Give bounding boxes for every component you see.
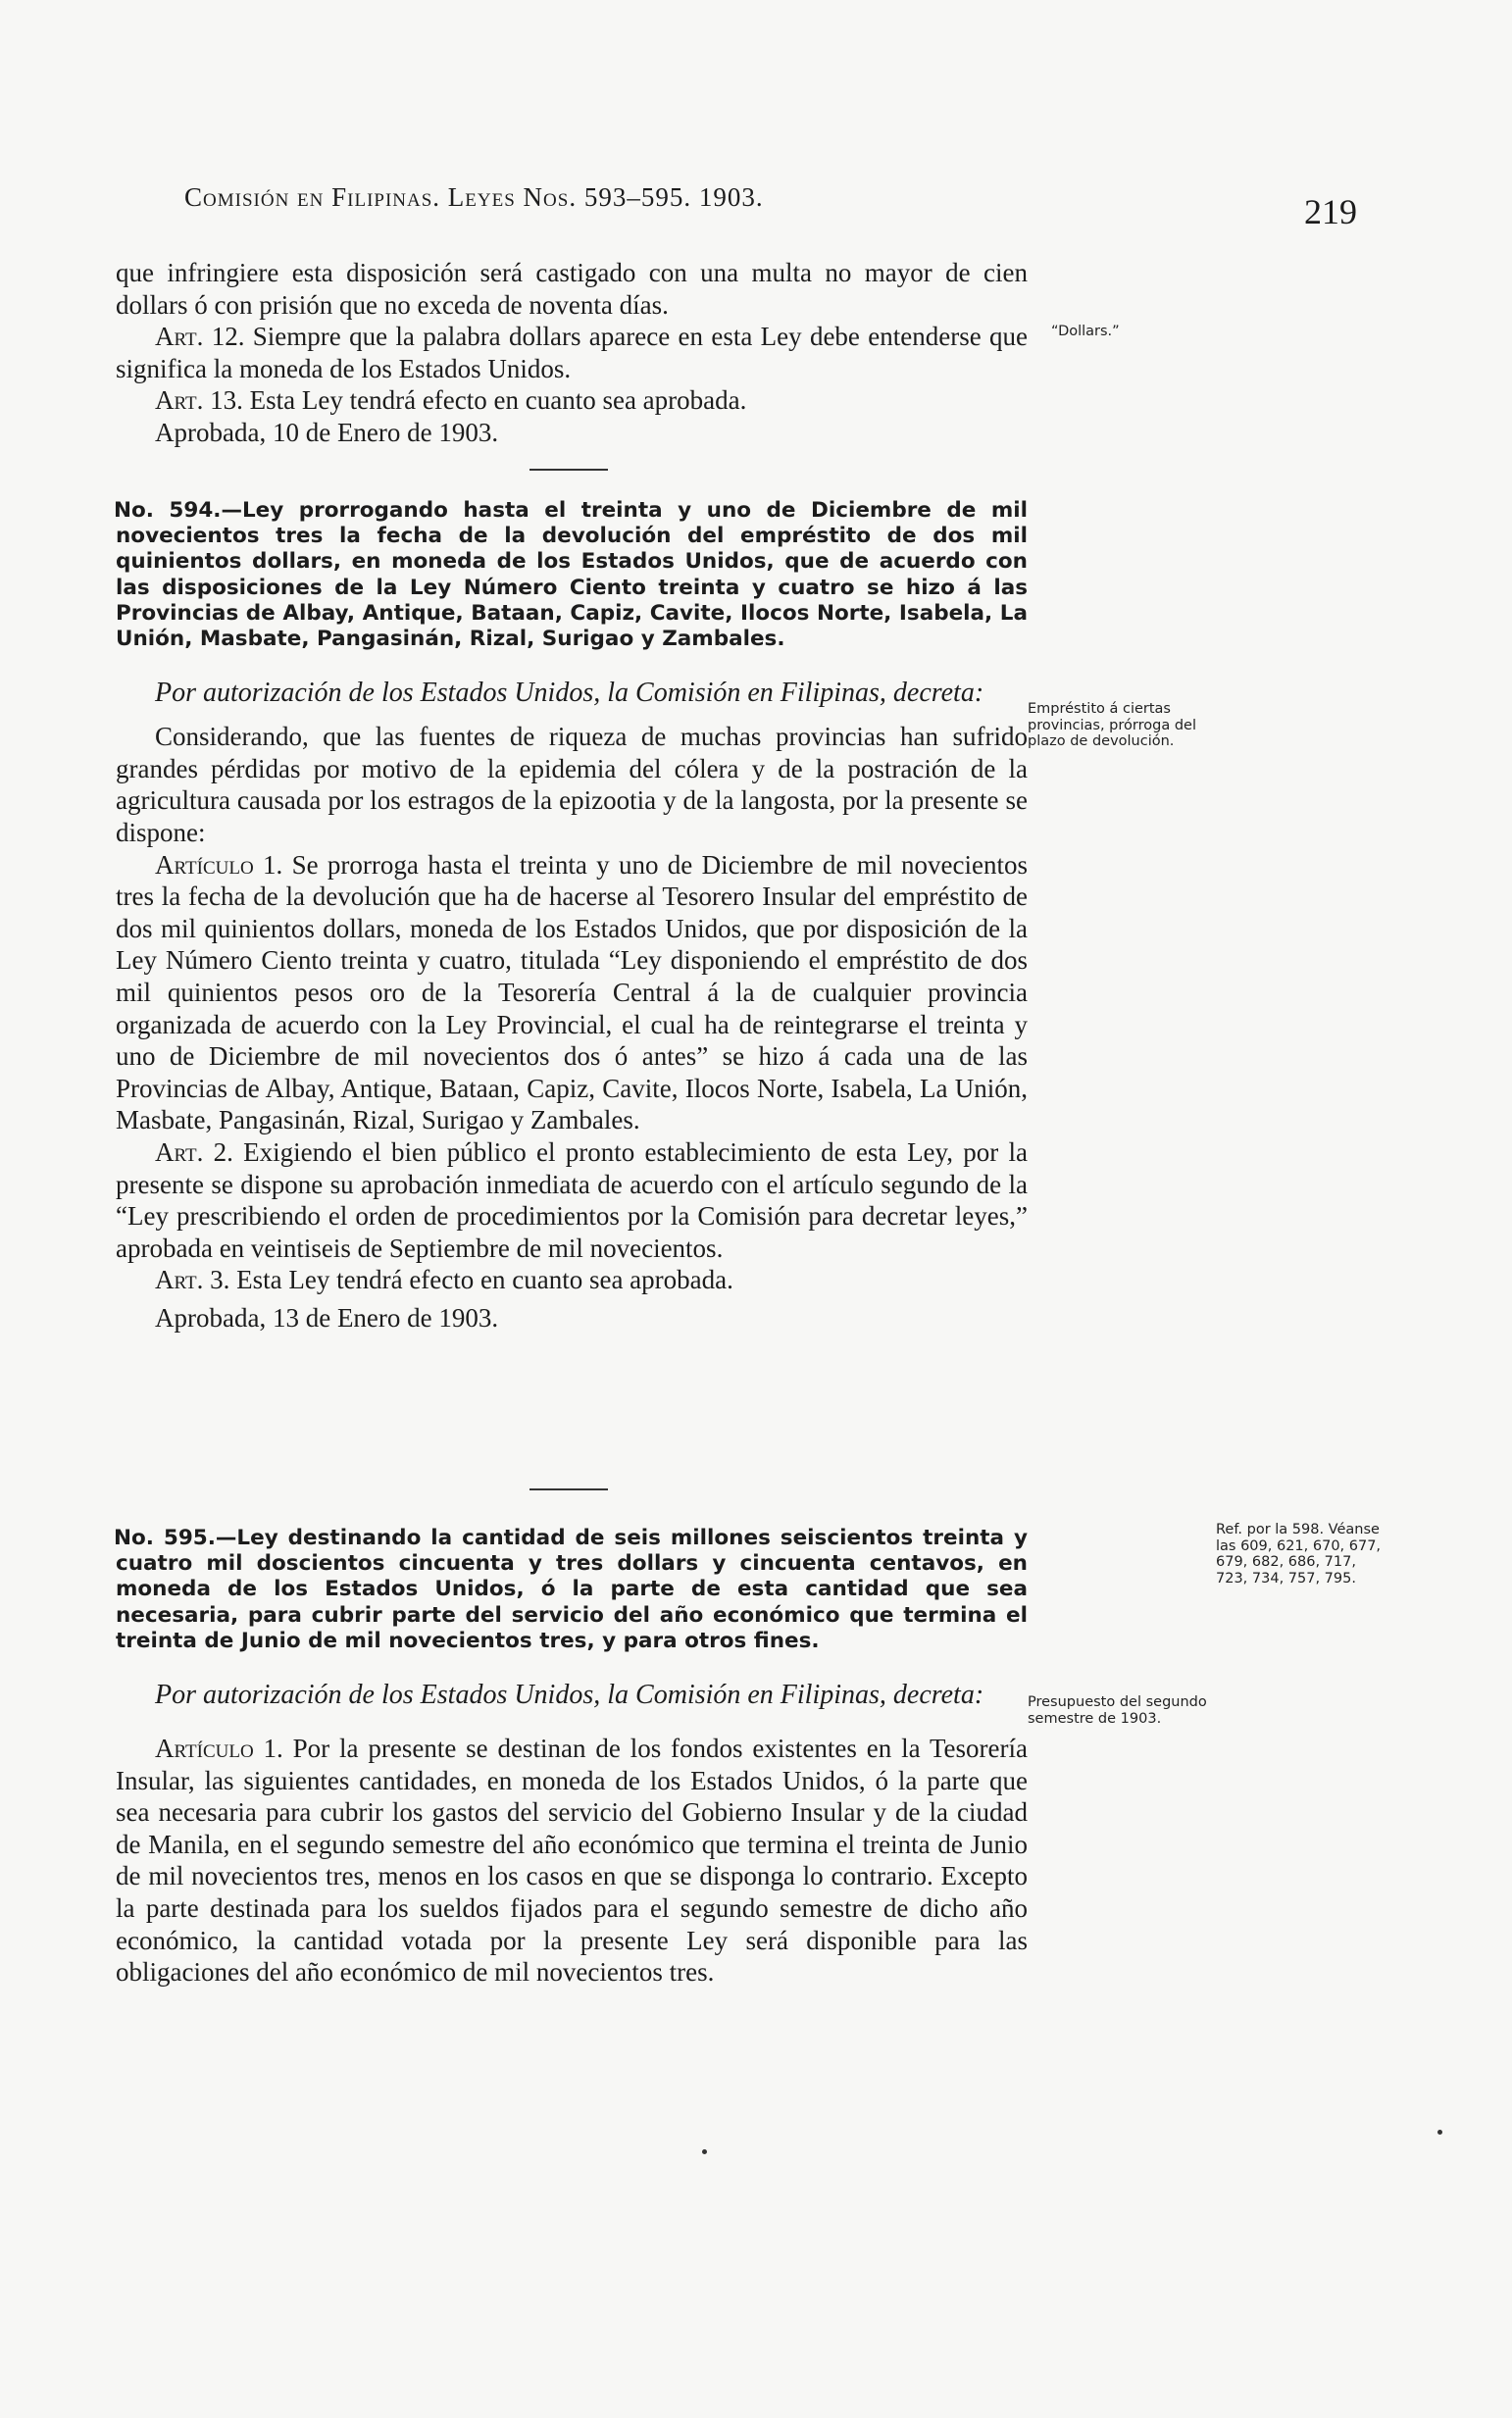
law-595-article-1 <box>116 1733 1028 1989</box>
continuation-paragraph: que infringiere esta disposición será castigado con una multa no mayor de cien dollars ó con prisión que no exceda de noventa días. <box>116 258 1028 320</box>
ink-speck-2 <box>1437 2130 1442 2135</box>
article-3-label: Art. 3. <box>155 1265 230 1295</box>
article-12-text: Siempre que la palabra dollars aparece en esta Ley debe entenderse que significa la moneda de los Estados Unidos. <box>116 322 1028 383</box>
law-594-article-2 <box>116 1136 1028 1264</box>
law-594-approval-date: Aprobada, 13 de Enero de 1903. <box>155 1302 499 1333</box>
article-1-text: Se prorroga hasta el treinta y uno de Diciembre de mil novecientos tres la fecha de la devolución que ha de hacerse al Tesorero Insular del empréstito de dos mil quinientos dollars, moneda de los Estados Unidos, que por disposición de la Ley Número Ciento treinta y cuatro, titulada “Ley disponiendo el empréstito de dos mil quinientos pesos oro de la Tesorería Central á la de cualquier provincia organizada de acuerdo con la Ley Provincial, el cual ha de reintegrarse el treinta y uno de Diciembre de mil novecientos dos ó antes” se hizo á cada una de las Provincias de Albay, Antique, Bataan, Capiz, Cavite, Ilocos Norte, Isabela, La Unión, Masbate, Pangasinán, Rizal, Surigao y Zambales. <box>116 849 1028 1135</box>
article-1-label: Artículo 1. <box>155 1734 283 1764</box>
running-header <box>184 182 1067 213</box>
law-594 <box>116 498 1028 1335</box>
article-13-text: Esta Ley tendrá efecto en cuanto sea aprobada. <box>242 385 747 416</box>
law-595-number: No. 595. <box>114 1526 216 1550</box>
law-594-article-3 <box>116 1264 1028 1296</box>
law-593-ending <box>116 257 1028 449</box>
law-594-article-1 <box>116 849 1028 1136</box>
law-594-number: No. 594. <box>114 498 222 523</box>
law-595-authority: Por autorización de los Estados Unidos, la Comisión en Filipinas, decreta: <box>155 1680 984 1711</box>
page-number: 219 <box>1304 192 1357 231</box>
article-12 <box>116 321 1028 384</box>
margin-note-references: Ref. por la 598. Véanse las 609, 621, 670, 677, 679, 682, 686, 717, 723, 734, 757, 795. <box>1216 1522 1382 1587</box>
section-divider-2 <box>529 1488 608 1490</box>
running-title: Comisión en Filipinas. Leyes Nos. 593–595. 1903. <box>184 182 764 212</box>
law-595 <box>116 1526 1028 1989</box>
law-595-title-text: —Ley destinando la cantidad de seis millones seiscientos treinta y cuatro mil doscientos cincuenta y tres dollars y cincuenta centavos, en moneda de los Estados Unidos, ó la parte de esta cantidad que sea necesaria, para cubrir parte del servicio del año económico que termina el treinta de Junio de mil novecientos tres, y para otros fines. <box>116 1526 1028 1653</box>
law-594-considerando: Considerando, que las fuentes de riqueza de muchas provincias han sufrido grandes pérdidas por motivo de la epidemia del cólera y de la postración de la agricultura causada por los estragos de la epizootia y de la langosta, por la presente se dispone: <box>116 722 1028 847</box>
article-1-text: Por la presente se destinan de los fondos existentes en la Tesorería Insular, las siguientes cantidades, en moneda de los Estados Unidos, ó la parte que sea necesaria para cubrir los gastos del servicio del Gobierno Insular y de la ciudad de Manila, en el segundo semestre del año económico que termina el treinta de Junio de mil novecientos tres, menos en los casos en que se disponga lo contrario. Excepto la parte destinada para los sueldos fijados para el segundo semestre de dicho año económico, la cantidad votada por la presente Ley será disponible para las obligaciones del año económico de mil novecientos tres. <box>116 1734 1028 1988</box>
margin-note-budget: Presupuesto del segundo semestre de 1903. <box>1028 1694 1207 1727</box>
article-3-text: Esta Ley tendrá efecto en cuanto sea aprobada. <box>229 1265 733 1295</box>
section-divider <box>529 469 608 471</box>
margin-note-loan-extension: Empréstito á ciertas provincias, prórroga del plazo de devolución. <box>1028 701 1196 749</box>
article-12-label: Art. 12. <box>155 322 245 352</box>
article-13 <box>116 384 1028 417</box>
approval-date: Aprobada, 10 de Enero de 1903. <box>155 417 499 447</box>
law-595-title <box>116 1526 1028 1654</box>
ink-speck <box>702 2149 707 2154</box>
margin-note-dollars: “Dollars.” <box>1051 324 1120 339</box>
law-594-title-text: —Ley prorrogando hasta el treinta y uno de Diciembre de mil novecientos tres la fecha de la devolución del empréstito de dos mil quinientos dollars, en moneda de los Estados Unidos, que de acuerdo con las disposiciones de la Ley Número Ciento treinta y cuatro se hizo á las Provincias de Albay, Antique, Bataan, Capiz, Cavite, Ilocos Norte, Isabela, La Unión, Masbate, Pangasinán, Rizal, Surigao y Zambales. <box>116 498 1028 652</box>
article-2-text: Exigiendo el bien público el pronto establecimiento de esta Ley, por la presente se dispone su aprobación inmediata de acuerdo con el artículo segundo de la “Ley prescribiendo el orden de procedimientos por la Comisión para decretar leyes,” aprobada en veintiseis de Septiembre de mil novecientos. <box>116 1136 1028 1263</box>
article-13-label: Art. 13. <box>155 385 243 416</box>
law-594-title <box>116 498 1028 652</box>
article-2-label: Art. 2. <box>155 1136 233 1167</box>
law-594-authority: Por autorización de los Estados Unidos, la Comisión en Filipinas, decreta: <box>155 678 984 709</box>
article-1-label: Artículo 1. <box>155 849 283 880</box>
